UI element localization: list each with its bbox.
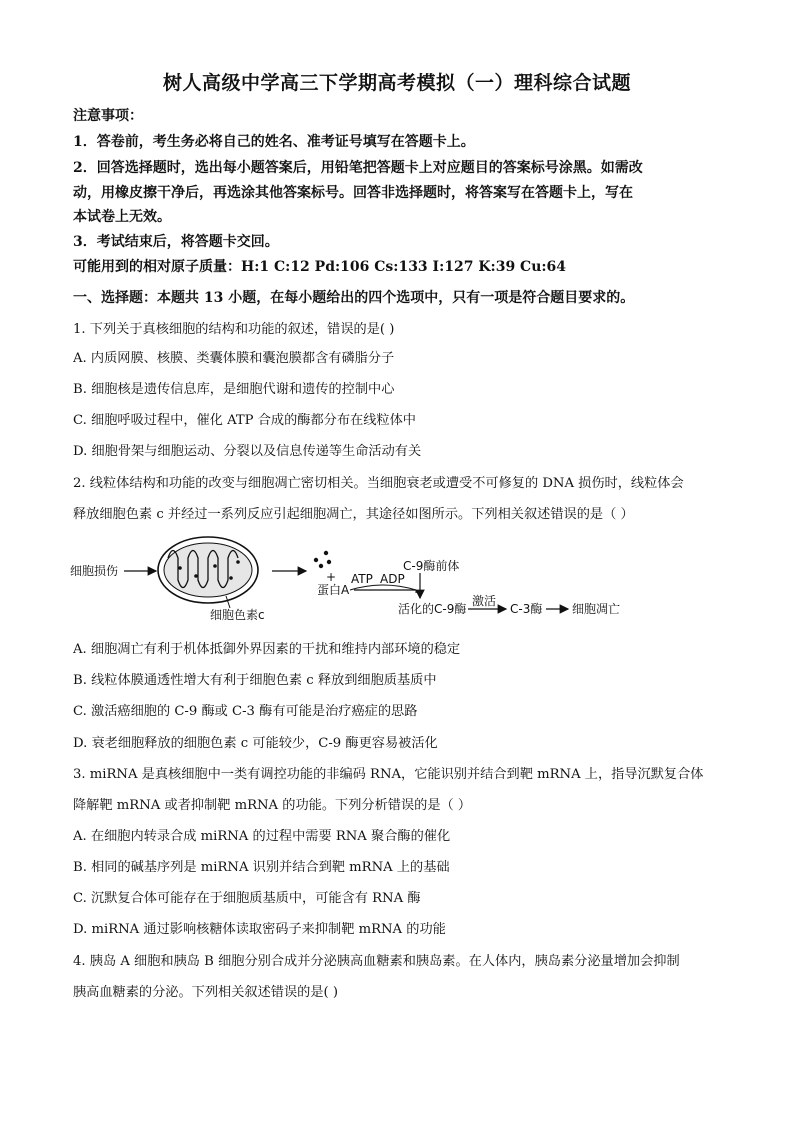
label-c9-precursor: C-9酶前体: [403, 559, 460, 573]
question-1-option-b: B. 细胞核是遗传信息库，是细胞代谢和遗传的控制中心: [73, 382, 395, 397]
notice-item: 本试卷上无效。: [73, 209, 171, 225]
label-apoptosis: 细胞凋亡: [572, 602, 621, 616]
label-c3: C-3酶: [510, 602, 543, 616]
question-3-stem-line2: 降解靶 mRNA 或者抑制靶 mRNA 的功能。下列分析错误的是（ ）: [73, 798, 472, 813]
question-1-option-d: D. 细胞骨架与细胞运动、分裂以及信息传递等生命活动有关: [73, 444, 422, 459]
question-2-option-b: B. 线粒体膜通透性增大有利于细胞色素 c 释放到细胞质基质中: [73, 673, 437, 688]
label-cytochrome-c: 细胞色素c: [210, 608, 265, 622]
question-3-option-b: B. 相同的碱基序列是 miRNA 识别并结合到靶 mRNA 上的基础: [73, 860, 450, 875]
question-2-option-d: D. 衰老细胞释放的细胞色素 c 可能较少，C-9 酶更容易被活化: [73, 736, 438, 751]
question-4-stem-line2: 胰高血糖素的分泌。下列相关叙述错误的是( ): [73, 985, 339, 1000]
arrow-atp-adp: [350, 585, 416, 593]
mitochondrion-icon: [158, 537, 258, 603]
notice-item: 1．答卷前，考生务必将自己的姓名、准考证号填写在答题卡上。: [73, 134, 475, 150]
notice-item: 3．考试结束后，将答题卡交回。: [73, 234, 279, 250]
page-title: 树人高级中学高三下学期高考模拟（一）理科综合试题: [162, 72, 631, 94]
label-activated-c9: 活化的C-9酶: [398, 602, 467, 616]
label-atp: ATP: [351, 572, 373, 586]
label-cell-damage: 细胞损伤: [70, 564, 119, 578]
notice-item: 2．回答选择题时，选出每小题答案后，用铅笔把答题卡上对应题目的答案标号涂黑。如需改: [73, 160, 643, 176]
question-3-stem-line1: 3. miRNA 是真核细胞中一类有调控功能的非编码 RNA，它能识别并结合到靶 mRNA 上，指导沉默复合体: [73, 767, 704, 782]
question-1-stem: 1. 下列关于真核细胞的结构和功能的叙述，错误的是( ): [73, 322, 395, 337]
label-plus: +: [326, 570, 337, 584]
notice-item: 动，用橡皮擦干净后，再选涂其他答案标号。回答非选择题时，将答案写在答题卡上，写在: [73, 185, 633, 201]
question-1-option-c: C. 细胞呼吸过程中，催化 ATP 合成的酶都分布在线粒体中: [73, 413, 416, 428]
label-activate: 激活: [472, 594, 497, 608]
question-3-option-d: D. miRNA 通过影响核糖体读取密码子来抑制靶 mRNA 的功能: [73, 922, 446, 937]
question-2-option-c: C. 激活癌细胞的 C-9 酶或 C-3 酶有可能是治疗癌症的思路: [73, 704, 418, 719]
question-3-option-a: A. 在细胞内转录合成 miRNA 的过程中需要 RNA 聚合酶的催化: [73, 829, 451, 844]
apoptosis-pathway-diagram: [68, 528, 668, 624]
question-1-option-a: A. 内质网膜、核膜、类囊体膜和囊泡膜都含有磷脂分子: [73, 351, 395, 366]
question-4-stem-line1: 4. 胰岛 A 细胞和胰岛 B 细胞分别合成并分泌胰高血糖素和胰岛素。在人体内，胰岛素分泌量增加会抑制: [73, 954, 680, 969]
question-2-stem-line1: 2. 线粒体结构和功能的改变与细胞凋亡密切相关。当细胞衰老或遭受不可修复的 DNA 损伤时，线粒体会: [73, 476, 684, 491]
question-3-option-c: C. 沉默复合体可能存在于细胞质基质中，可能含有 RNA 酶: [73, 891, 421, 906]
question-2-stem-line2: 释放细胞色素 c 并经过一系列反应引起细胞凋亡，其途径如图所示。下列相关叙述错误的是（ ）: [73, 507, 634, 522]
label-protein-a: 蛋白A: [317, 583, 350, 597]
cytochrome-dots-icon: [314, 551, 331, 568]
question-2-option-a: A. 细胞凋亡有利于机体抵御外界因素的干扰和维持内部环境的稳定: [73, 642, 461, 657]
atomic-masses: 可能用到的相对原子质量：H:1 C:12 Pd:106 Cs:133 I:127 K:39 Cu:64: [73, 259, 567, 275]
notice-heading: 注意事项：: [73, 108, 143, 124]
label-adp: ADP: [380, 572, 405, 586]
section-heading: 一、选择题：本题共 13 小题，在每小题给出的四个选项中，只有一项是符合题目要求的。: [73, 290, 635, 306]
